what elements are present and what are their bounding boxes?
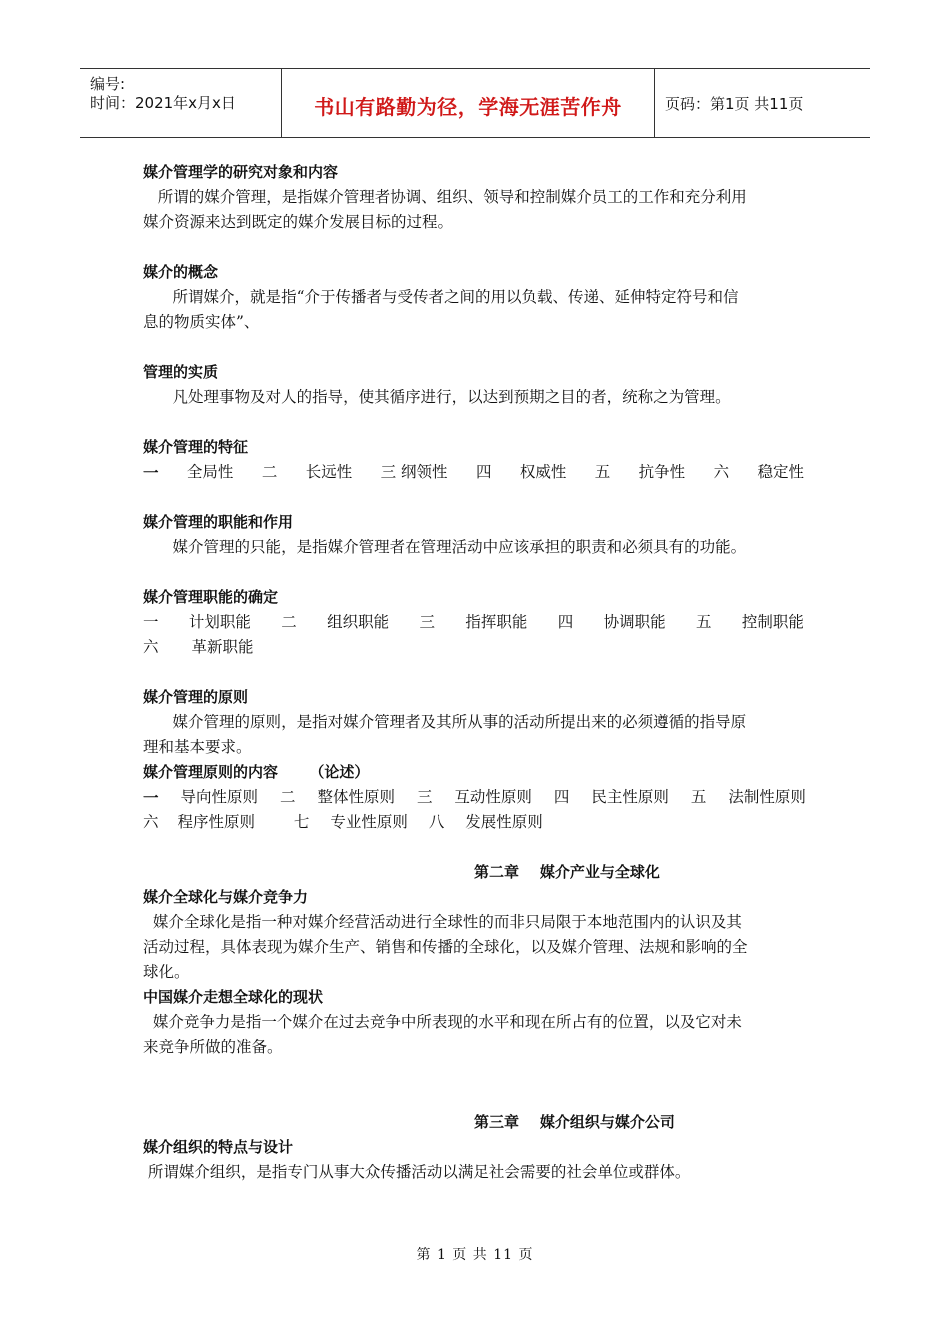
header-motto-cell <box>282 69 655 137</box>
section-heading: 媒介组织的特点与设计 <box>143 1138 294 1156</box>
chapter-title: 第三章 媒介组织与媒介公司 <box>474 1113 675 1131</box>
list-item: 五 <box>696 613 712 631</box>
function-list-row <box>143 610 808 635</box>
paragraph-line: 媒介管理的只能，是指媒介管理者在管理活动中应该承担的职责和必须具有的功能。 <box>143 538 747 556</box>
list-item: 互动性原则 <box>454 788 532 806</box>
list-item: 民主性原则 <box>591 788 669 806</box>
list-item: 计划职能 <box>188 613 251 631</box>
list-item: 一 <box>143 463 159 482</box>
document-time-label: 时间：2021年x月x日 <box>90 94 236 112</box>
list-item: 三 <box>419 613 436 631</box>
list-item: 革新职能 <box>191 638 254 656</box>
list-item: 三 <box>416 788 433 806</box>
list-item: 一 <box>143 613 159 631</box>
list-item: 组织职能 <box>327 613 390 631</box>
list-item: 三 纲领性 <box>380 463 448 481</box>
section-heading: 媒介管理的特征 <box>143 438 249 456</box>
footer-page-number: 第 1 页 共 11 页 <box>416 1247 534 1263</box>
paragraph-line: 媒介竞争力是指一个媒介在过去竞争中所表现的水平和现在所占有的位置，以及它对未 <box>143 1013 742 1031</box>
list-item: 二 <box>279 788 296 806</box>
section-heading: 媒介管理的职能和作用 <box>143 513 294 531</box>
section-heading: 中国媒介走想全球化的现状 <box>143 988 324 1006</box>
principle-list-row <box>143 785 808 810</box>
paragraph-line: 凡处理事物及对人的指导，使其循序进行，以达到预期之目的者，统称之为管理。 <box>143 388 731 406</box>
list-item: 稳定性 <box>757 463 804 481</box>
list-item: 权威性 <box>519 463 567 481</box>
list-item: 二 <box>281 613 297 631</box>
section-heading: 媒介管理原则的内容 （论述） <box>143 763 370 781</box>
list-item: 导向性原则 <box>180 788 258 806</box>
list-item: 全局性 <box>186 463 234 481</box>
list-item: 二 <box>261 463 278 481</box>
list-item: 控制职能 <box>741 613 804 631</box>
header-page-cell <box>655 69 870 137</box>
list-item: 程序性原则 <box>177 813 255 831</box>
list-item: 四 <box>475 463 492 481</box>
paragraph-line: 媒介资源来达到既定的媒介发展目标的过程。 <box>143 213 454 231</box>
document-body <box>143 160 808 1185</box>
section-heading: 媒介全球化与媒介竞争力 <box>143 888 309 906</box>
paragraph-line: 息的物质实体”、 <box>143 313 260 331</box>
paragraph-line: 所谓媒介组织，是指专门从事大众传播活动以满足社会需要的社会单位或群体。 <box>143 1163 691 1181</box>
list-item: 整体性原则 <box>317 788 395 806</box>
header-info-cell <box>80 69 282 137</box>
list-item: 七 <box>293 813 310 831</box>
principle-list-row <box>143 810 808 835</box>
section-heading: 媒介的概念 <box>143 263 219 281</box>
paragraph-line: 所谓的媒介管理，是指媒介管理者协调、组织、领导和控制媒介员工的工作和充分利用 <box>143 188 747 206</box>
list-item: 抗争性 <box>638 463 686 481</box>
list-item: 六 <box>713 463 730 481</box>
list-item: 指挥职能 <box>465 613 528 631</box>
list-item: 八 <box>428 813 445 831</box>
paragraph-line: 理和基本要求。 <box>143 738 252 756</box>
list-item: 长远性 <box>305 463 353 481</box>
section-heading: 媒介管理的原则 <box>143 688 249 706</box>
list-item: 法制性原则 <box>728 788 806 806</box>
chapter-title: 第二章 媒介产业与全球化 <box>474 863 660 881</box>
paragraph-line: 活动过程，具体表现为媒介生产、销售和传播的全球化，以及媒介管理、法规和影响的全 <box>143 938 748 956</box>
list-item: 一 <box>143 788 159 807</box>
paragraph-line: 球化。 <box>143 963 190 981</box>
list-item: 四 <box>553 788 570 806</box>
paragraph-line: 媒介管理的原则，是指对媒介管理者及其所从事的活动所提出来的必须遵循的指导原 <box>143 713 747 731</box>
paragraph-line: 所谓媒介，就是指“介于传播者与受传者之间的用以负载、传递、延伸特定符号和信 <box>143 288 739 306</box>
section-heading: 管理的实质 <box>143 363 219 381</box>
function-list-row <box>143 635 808 660</box>
list-item: 四 <box>557 613 574 631</box>
page-footer <box>0 1246 950 1264</box>
list-item: 五 <box>690 788 707 806</box>
feature-list-row <box>143 460 808 485</box>
list-item: 六 <box>143 813 159 831</box>
section-heading: 媒介管理学的研究对象和内容 <box>143 163 339 181</box>
list-item: 六 <box>143 638 159 656</box>
paragraph-line: 来竞争所做的准备。 <box>143 1038 283 1056</box>
list-item: 五 <box>594 463 611 481</box>
document-number-label: 编号: <box>90 75 126 93</box>
list-item: 协调职能 <box>603 613 666 631</box>
header-page-label: 页码：第1页 共11页 <box>665 95 804 113</box>
section-heading: 媒介管理职能的确定 <box>143 588 279 606</box>
list-item: 专业性原则 <box>330 813 408 831</box>
paragraph-line: 媒介全球化是指一种对媒介经营活动进行全球性的而非只局限于本地范围内的认识及其 <box>143 913 742 931</box>
page-header <box>80 68 870 138</box>
list-item: 发展性原则 <box>465 813 543 831</box>
motto-text: 书山有路勤为径，学海无涯苦作舟 <box>314 95 622 119</box>
